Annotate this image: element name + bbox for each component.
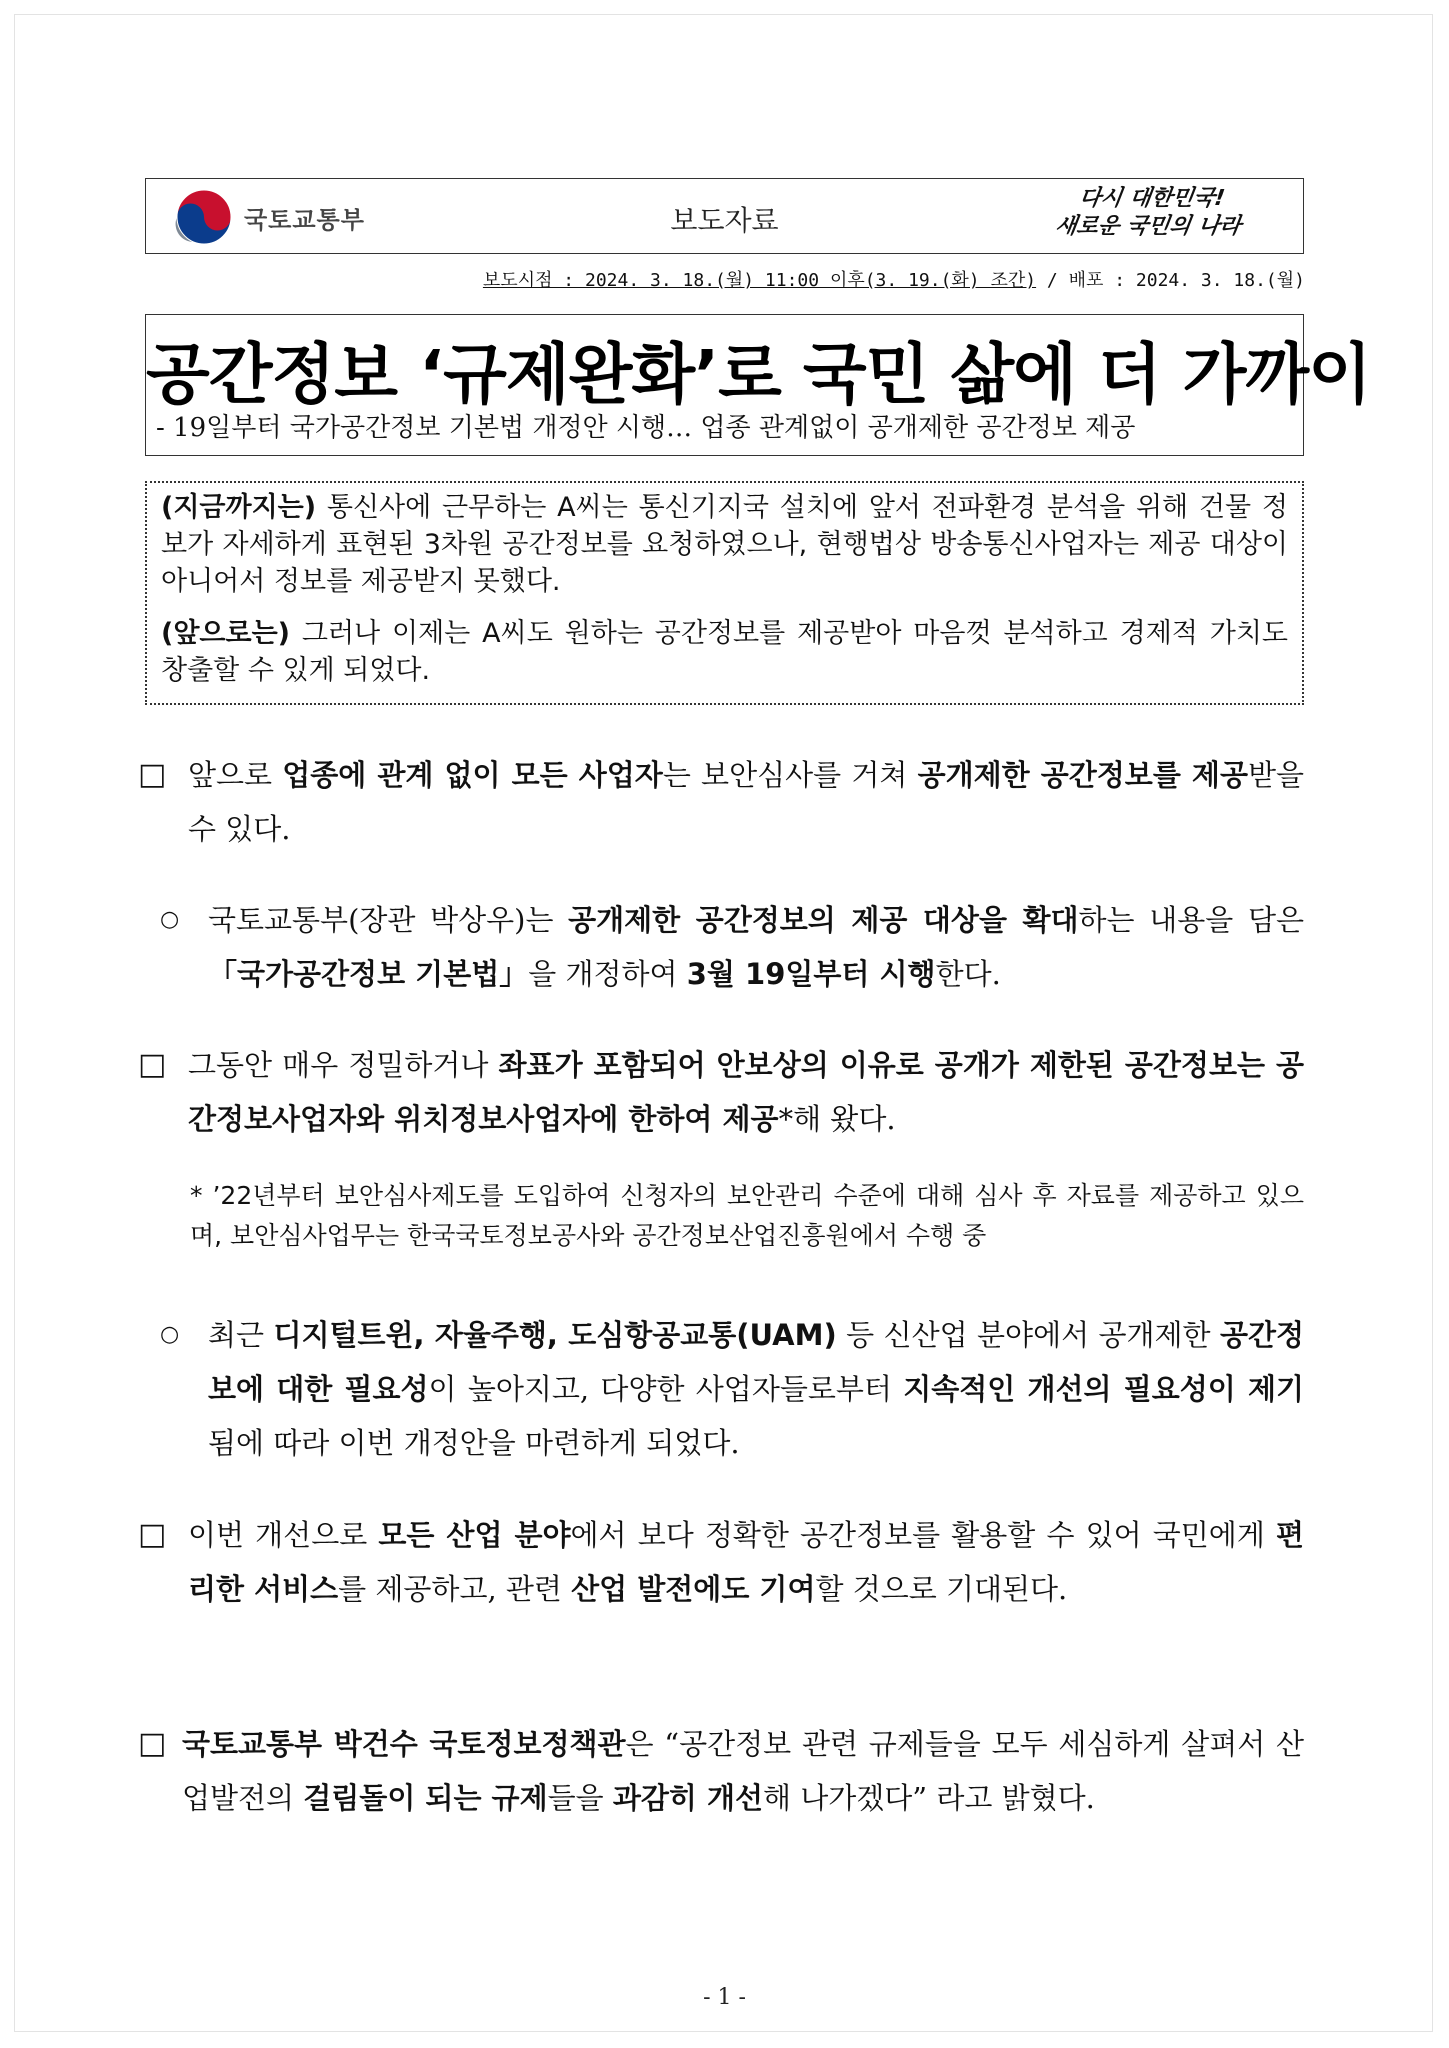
- paragraph-3: [188, 1038, 1304, 1146]
- p4-bold-b: 디지털트윈, 자율주행, 도심항공교통(UAM): [273, 1318, 837, 1352]
- p2-text-g: 한다.: [935, 957, 1001, 991]
- p4-text-a: 최근: [208, 1318, 274, 1352]
- p6-bold-a: 국토교통부 박건수 국토정보정책관: [182, 1727, 626, 1761]
- footnote: * ’22년부터 보안심사제도를 도입하여 신청자의 보안관리 수준에 대해 심사 후 자료를 제공하고 있으며, 보안심사업무는 한국국토정보공사와 공간정보산업진흥원에서 수행 중: [190, 1181, 1304, 1250]
- p6-text-b: 은 “공간정보 관련 규제들을 모두 세심하게 살펴서 산업발전의: [182, 1727, 1305, 1815]
- release-time: 보도시점 : 2024. 3. 18.(월) 11:00 이후(3. 19.(화) 조간): [482, 270, 1037, 291]
- example-after-label: (앞으로는): [161, 618, 291, 649]
- main-title: 공간정보 ‘규제완화’로 국민 삶에 더 가까이: [146, 336, 1371, 413]
- circle-bullet-icon: ○: [160, 907, 180, 932]
- release-info: [425, 266, 1305, 292]
- p4-text-c: 등 신산업 분야에서 공개제한: [836, 1318, 1220, 1352]
- example-box: [145, 481, 1304, 705]
- square-bullet-icon: □: [138, 1047, 167, 1082]
- p3-text-c: *해 왔다.: [778, 1102, 896, 1136]
- p5-bold-d: 편리한 서비스: [188, 1518, 1304, 1606]
- paragraph-4: [208, 1308, 1304, 1470]
- p5-bold-b: 모든 산업 분야: [378, 1518, 571, 1552]
- p5-bold-f: 산업 발전에도 기여: [571, 1572, 816, 1606]
- header-box: [145, 178, 1304, 254]
- p2-bold-d: 「국가공간정보 기본법」: [208, 957, 529, 991]
- page-number: - 1 -: [703, 1985, 746, 2010]
- example-before-label: (지금까지는): [161, 492, 317, 523]
- p1-text-a: 앞으로: [188, 758, 283, 792]
- title-box: [145, 314, 1371, 456]
- p5-text-e: 를 제공하고, 관련: [338, 1572, 572, 1606]
- p2-text-c: 하는 내용을 담은: [1078, 903, 1304, 937]
- p4-bold-d: 공간정보에 대한 필요성: [208, 1318, 1305, 1406]
- p6-text-f: 해 나가겠다” 라고 밝혔다.: [763, 1781, 1095, 1815]
- p5-text-a: 이번 개선으로: [188, 1518, 379, 1552]
- slogan-line-1: 다시 대한민국!: [1077, 186, 1227, 211]
- p3-bold-b: 좌표가 포함되어 안보상의 이유로 공개가 제한된 공간정보는 공간정보사업자와 위치정보사업자에 한하여 제공: [188, 1048, 1304, 1136]
- slogan-line-2: 새로운 국민의 나라: [1053, 214, 1243, 239]
- sub-title: - 19일부터 국가공간정보 기본법 개정안 시행… 업종 관계없이 공개제한 공간정보 제공: [156, 413, 1136, 443]
- paragraph-6: [182, 1717, 1304, 1825]
- square-bullet-icon: □: [138, 1726, 167, 1761]
- p4-text-g: 됨에 따라 이번 개정안을 마련하게 되었다.: [208, 1426, 740, 1460]
- p6-bold-c: 걸림돌이 되는 규제: [303, 1781, 548, 1815]
- circle-bullet-icon: ○: [160, 1322, 180, 1347]
- p3-text-a: 그동안 매우 정밀하거나: [188, 1048, 499, 1082]
- square-bullet-icon: □: [138, 1517, 167, 1552]
- example-before: [161, 489, 1288, 600]
- example-before-text: 통신사에 근무하는 A씨는 통신기지국 설치에 앞서 전파환경 분석을 위해 건물 정보가 자세하게 표현된 3차원 공간정보를 요청하였으나, 현행법상 방송통신사업자는 제공 대상이 아니어서 정보를 제공받지 못했다.: [161, 492, 1288, 597]
- p2-bold-b: 공개제한 공간정보의 제공 대상을 확대: [568, 903, 1079, 937]
- slogan: [1021, 185, 1279, 241]
- p5-text-g: 할 것으로 기대된다.: [815, 1572, 1068, 1606]
- p5-text-c: 에서 보다 정확한 공간정보를 활용할 수 있어 국민에게: [570, 1518, 1276, 1552]
- p1-bold-b: 업종에 관계 없이 모든 사업자: [282, 758, 663, 792]
- p2-bold-f: 3월 19일부터 시행: [686, 957, 936, 991]
- p6-bold-e: 과감히 개선: [612, 1781, 764, 1815]
- p2-text-e: 을 개정하여: [528, 957, 687, 991]
- paragraph-2: [208, 893, 1304, 1001]
- paragraph-5: [188, 1508, 1304, 1616]
- p4-bold-f: 지속적인 개선의 필요성이 제기: [903, 1372, 1304, 1406]
- example-after: [161, 615, 1288, 689]
- p1-text-e: 받을 수 있다.: [188, 758, 1304, 846]
- doc-type-label: 보도자료: [670, 204, 779, 237]
- logo-text: 국토교통부: [244, 205, 365, 234]
- p1-bold-d: 공개제한 공간정보를 제공: [917, 758, 1248, 792]
- square-bullet-icon: □: [138, 757, 167, 792]
- p1-text-c: 는 보안심사를 거쳐: [662, 758, 918, 792]
- p2-text-a: 국토교통부(장관 박상우)는: [208, 903, 569, 937]
- distribution-date: / 배포 : 2024. 3. 18.(월): [1036, 270, 1305, 291]
- example-after-text: 그러나 이제는 A씨도 원하는 공간정보를 제공받아 마음껏 분석하고 경제적 가치도 창출할 수 있게 되었다.: [161, 618, 1288, 686]
- paragraph-1: [188, 748, 1304, 856]
- p4-text-e: 이 높아지고, 다양한 사업자들로부터: [428, 1372, 904, 1406]
- p6-text-d: 들을: [547, 1781, 613, 1815]
